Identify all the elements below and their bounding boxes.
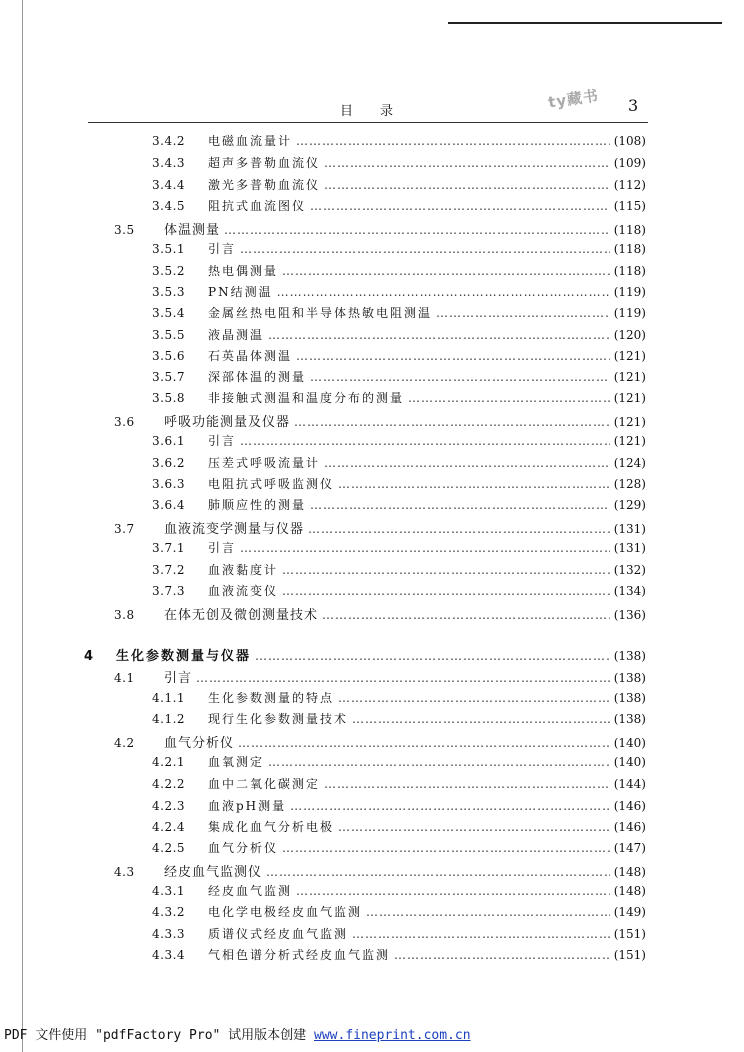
toc-leader-dots [408,391,610,405]
toc-leader-dots [282,563,610,577]
footer-link[interactable]: www.fineprint.com.cn [314,1028,471,1043]
toc-entry-title: 石英晶体测温 [208,349,293,363]
toc-entry-title: 电阻抗式呼吸监测仪 [208,477,335,491]
toc-entry-title: 经皮血气监测仪 [164,865,263,880]
toc-leader-dots [196,671,610,685]
toc-entry-page: (124) [613,456,646,470]
toc-entry-title: 血气分析仪 [208,841,279,855]
toc-entry[interactable] [152,262,646,280]
toc-entry[interactable] [152,454,646,472]
toc-entry[interactable] [152,839,646,857]
toc-entry[interactable] [114,861,646,879]
toc-entry-title: 非接触式测温和温度分布的测量 [208,391,405,405]
toc-entry-number: 4.3 [114,865,135,879]
toc-entry-number: 3.7 [114,522,135,536]
toc-entry[interactable] [84,645,646,663]
toc-entry-number: 3.8 [114,608,135,622]
toc-entry-page: (121) [613,415,646,429]
toc-entry-number: 4.3.3 [152,927,186,941]
toc-entry-page: (120) [613,328,646,342]
toc-entry[interactable] [152,132,646,150]
toc-entry[interactable] [152,818,646,836]
toc-leader-dots [255,649,610,663]
toc-entry[interactable] [152,539,646,557]
toc-leader-dots [338,691,610,705]
toc-entry-page: (148) [613,884,646,898]
toc-entry-page: (119) [613,285,646,299]
toc-entry-title: 液晶测温 [208,328,265,342]
toc-entry-title: 呼吸功能测量及仪器 [164,415,291,430]
toc-leader-dots [310,370,610,384]
toc-entry-number: 3.6.2 [152,456,186,470]
toc-entry[interactable] [152,176,646,194]
toc-entry-page: (134) [613,584,646,598]
toc-entry-page: (121) [613,349,646,363]
toc-entry-number: 3.5.1 [152,242,186,256]
toc-entry-title: 深部体温的测量 [208,370,307,384]
toc-leader-dots [268,328,610,342]
toc-entry[interactable] [152,710,646,728]
toc-leader-dots [352,927,610,941]
toc-entry[interactable] [152,197,646,215]
toc-leader-dots [324,456,610,470]
toc-entry-page: (129) [613,498,646,512]
toc-entry-number: 4.2.1 [152,755,186,769]
toc-entry-page: (151) [613,927,646,941]
toc-entry[interactable] [152,496,646,514]
toc-leader-dots [296,349,610,363]
toc-entry-number: 3.5 [114,223,135,237]
toc-entry-number: 3.7.3 [152,584,186,598]
pdf-footer [4,1024,471,1043]
toc-entry-page: (132) [613,563,646,577]
toc-leader-dots [296,884,610,898]
toc-entry-title: 电磁血流量计 [208,134,293,148]
toc-entry-number: 3.5.6 [152,349,186,363]
toc-entry-number: 3.5.5 [152,328,186,342]
toc-leader-dots [238,736,610,750]
toc-entry-page: (136) [613,608,646,622]
toc-entry-title: 引言 [164,671,193,686]
toc-entry-page: (108) [613,134,646,148]
toc-entry[interactable] [152,326,646,344]
toc-entry-number: 4.2.2 [152,777,186,791]
toc-entry-number: 3.5.4 [152,306,186,320]
toc-entry[interactable] [152,368,646,386]
toc-entry-page: (118) [613,242,646,256]
toc-leader-dots [294,415,610,429]
toc-entry-number: 4.1 [114,671,135,685]
toc-leader-dots [240,242,610,256]
toc-entry-page: (118) [613,264,646,278]
footer-text: PDF 文件使用 "pdfFactory Pro" 试用版本创建 [4,1028,315,1043]
toc-entry-page: (121) [613,434,646,448]
toc-entry-page: (131) [613,541,646,555]
toc-entry-number: 3.4.5 [152,199,186,213]
toc-entry-page: (140) [613,755,646,769]
toc-entry-number: 3.6.3 [152,477,186,491]
toc-entry-title: 血液黏度计 [208,563,279,577]
page-number: 3 [628,96,639,115]
toc-entry[interactable] [152,240,646,258]
toc-leader-dots [322,608,610,622]
toc-leader-dots [436,306,610,320]
toc-leader-dots [266,865,610,879]
toc-entry-number: 3.4.4 [152,178,186,192]
toc-entry-number: 4.2.5 [152,841,186,855]
toc-entry-page: (138) [613,691,646,705]
toc-entry[interactable] [152,475,646,493]
toc-entry-title: 经皮血气监测 [208,884,293,898]
toc-entry[interactable] [152,347,646,365]
toc-entry-page: (140) [613,736,646,750]
header-title-left: 目 [340,104,355,119]
toc-entry-page: (149) [613,905,646,919]
toc-leader-dots [338,820,610,834]
library-stamp: ty藏书 [547,86,601,112]
toc-entry-number: 3.4.3 [152,156,186,170]
toc-entry-title: 在体无创及微创测量技术 [164,608,319,623]
toc-entry-number: 3.5.7 [152,370,186,384]
toc-entry-title: 超声多普勒血流仪 [208,156,321,170]
toc-entry[interactable] [114,604,646,622]
toc-entry-title: 热电偶测量 [208,264,279,278]
toc-entry-page: (138) [613,671,646,685]
toc-entry[interactable] [152,903,646,921]
toc-entry-page: (121) [613,391,646,405]
toc-entry[interactable] [114,667,646,685]
toc-entry[interactable] [152,389,646,407]
toc-entry-page: (144) [613,777,646,791]
toc-leader-dots [268,755,610,769]
toc-entry-number: 4 [84,649,94,664]
toc-leader-dots [282,264,610,278]
toc-leader-dots [308,522,610,536]
toc-entry-page: (128) [613,477,646,491]
toc-entry-number: 4.3.2 [152,905,186,919]
toc-entry-page: (151) [613,948,646,962]
toc-entry-title: 压差式呼吸流量计 [208,456,321,470]
toc-entry-title: 质谱仪式经皮血气监测 [208,927,349,941]
toc-leader-dots [277,285,610,299]
toc-entry-title: 血液流变学测量与仪器 [164,522,305,537]
toc-entry-number: 3.5.8 [152,391,186,405]
toc-leader-dots [394,948,610,962]
toc-entry[interactable] [152,753,646,771]
toc-leader-dots [352,712,610,726]
toc-entry-page: (119) [613,306,646,320]
toc-entry-page: (147) [613,841,646,855]
toc-entry-page: (109) [613,156,646,170]
toc-entry-title: 生化参数测量与仪器 [116,649,252,664]
toc-entry-number: 3.7.1 [152,541,186,555]
toc-entry-number: 3.5.3 [152,285,186,299]
toc-entry-number: 4.2 [114,736,135,750]
toc-entry-number: 3.6 [114,415,135,429]
toc-entry-title: 激光多普勒血流仪 [208,178,321,192]
page-edge-line [22,0,23,1052]
toc-entry[interactable] [152,925,646,943]
toc-entry[interactable] [152,797,646,815]
toc-entry-page: (121) [613,370,646,384]
toc-leader-dots [324,156,610,170]
header-title-right: 录 [380,104,395,119]
toc-entry[interactable] [152,432,646,450]
toc-entry-title: 血氧测定 [208,755,265,769]
toc-entry-number: 4.3.1 [152,884,186,898]
toc-entry-title: 引言 [208,541,237,555]
toc-entry[interactable] [114,518,646,536]
toc-leader-dots [282,584,610,598]
toc-entry[interactable] [152,689,646,707]
toc-entry-number: 3.6.1 [152,434,186,448]
toc-entry-page: (112) [613,178,646,192]
toc-entry-title: 金属丝热电阻和半导体热敏电阻测温 [208,306,433,320]
toc-entry[interactable] [114,411,646,429]
toc-leader-dots [324,178,610,192]
toc-entry-title: 血中二氧化碳测定 [208,777,321,791]
toc-entry[interactable] [152,775,646,793]
toc-entry-number: 3.6.4 [152,498,186,512]
toc-entry-number: 3.4.2 [152,134,186,148]
toc-entry-title: 血液pH测量 [208,799,287,813]
toc-entry-title: PN结测温 [208,285,273,299]
toc-entry[interactable] [114,219,646,237]
toc-leader-dots [310,199,610,213]
toc-entry-page: (115) [613,199,646,213]
toc-leader-dots [240,541,610,555]
toc-entry-number: 3.5.2 [152,264,186,278]
toc-entry-number: 4.3.4 [152,948,186,962]
toc-leader-dots [282,841,610,855]
toc-entry-title: 引言 [208,434,237,448]
toc-entry[interactable] [114,732,646,750]
toc-entry-title: 肺顺应性的测量 [208,498,307,512]
toc-entry-page: (138) [613,649,646,663]
toc-entry[interactable] [152,283,646,301]
toc-entry-title: 现行生化参数测量技术 [208,712,349,726]
toc-entry[interactable] [152,561,646,579]
toc-entry[interactable] [152,304,646,322]
toc-entry-page: (146) [613,799,646,813]
toc-entry-number: 4.1.1 [152,691,186,705]
toc-entry-title: 引言 [208,242,237,256]
toc-entry-title: 集成化血气分析电极 [208,820,335,834]
toc-entry-title: 电化学电极经皮血气监测 [208,905,363,919]
toc-leader-dots [366,905,610,919]
toc-leader-dots [290,799,610,813]
toc-leader-dots [240,434,610,448]
toc-entry[interactable] [152,946,646,964]
toc-entry-number: 4.2.4 [152,820,186,834]
toc-entry-title: 气相色谱分析式经皮血气监测 [208,948,391,962]
toc-entry-title: 生化参数测量的特点 [208,691,335,705]
toc-entry-page: (146) [613,820,646,834]
toc-entry-page: (138) [613,712,646,726]
toc-entry-title: 血气分析仪 [164,736,235,751]
toc-leader-dots [296,134,610,148]
toc-entry[interactable] [152,582,646,600]
toc-leader-dots [338,477,610,491]
toc-entry-title: 血液流变仪 [208,584,279,598]
toc-entry-page: (118) [613,223,646,237]
toc-entry-page: (131) [613,522,646,536]
toc-entry-number: 3.7.2 [152,563,186,577]
toc-entry-number: 4.1.2 [152,712,186,726]
top-rule [448,22,722,24]
toc-entry[interactable] [152,882,646,900]
toc-entry-number: 4.2.3 [152,799,186,813]
toc-entry-title: 体温测量 [164,223,221,238]
toc-entry-title: 阻抗式血流图仪 [208,199,307,213]
toc-leader-dots [310,498,610,512]
toc-entry[interactable] [152,154,646,172]
toc-leader-dots [324,777,610,791]
header-rule [88,122,648,123]
toc-leader-dots [224,223,610,237]
toc-entry-page: (148) [613,865,646,879]
